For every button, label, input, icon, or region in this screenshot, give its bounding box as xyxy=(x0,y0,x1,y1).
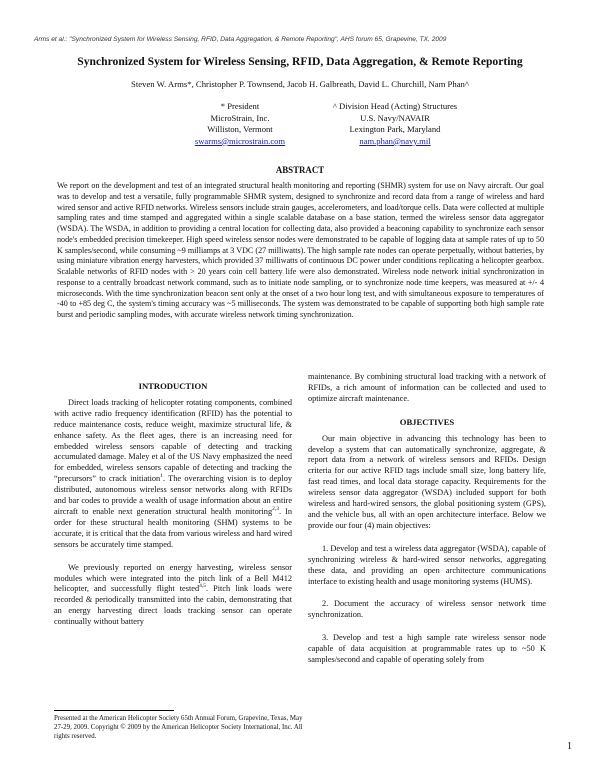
introduction-heading: INTRODUCTION xyxy=(138,381,208,391)
email-link[interactable]: nam.phan@navy.mil xyxy=(359,135,431,146)
abstract-body: We report on the development and test of an integrated structural health monitoring and reporting (SHMR) system for use on Navy aircraft. Our goal was to develop and test a versatile, fully programmable SHMR system, designed to synchronize and record data from a range of wireless and hard wired sensor and active RFID networks. Wireless sensors include strain gauges, accelerometers, and load/torque cells. Data were collected at multiple sampling rates and time stamped and aggregated within a single scalable database on a base station, termed the wireless sensor data aggregator (WSDA). The WSDA, in addition to providing a central location for collecting data, also provided a beaconing capability to synchronize each sensor node's embedded precision timekeeper. High speed wireless sensor nodes were demonstrated to be capable of logging data at sample rates of up to 50 K samples/second, while consuming ~9 milliamps at 3 VDC (27 milliwatts). The high sample rate nodes can operate perpetually, without batteries, by using miniature vibration energy harvesters, which provided 37 milliwatts of continuous DC power under conditions replicating a helicopter gearbox. Scalable networks of RFID nodes with > 20 years coin cell battery life were also demonstrated. Wireless node network initial synchronization in response to a centrally broadcast network command, such as to initiate node sampling, or to synchronize node time keepers, was measured at +/- 4 microseconds. With the time synchronization beacon sent only at the onset of a two hour long test, and with simultaneous exposure to temperatures of -40 to +85 deg C, the system's timing accuracy was ~5 milliseconds. The system was demonstrated to be capable of supporting both high sample rate burst and periodic sampling modes, with accurate wireless network timing synchronization. xyxy=(57,181,544,319)
running-header: Arms et al.: "Synchronized System for Wireless Sensing, RFID, Data Aggregation, & Remote Reporting", AHS forum 65, Grapevine, TX, 2009 xyxy=(34,36,447,43)
affiliation-right xyxy=(310,101,480,147)
affiliation-org: U.S. Navy/NAVAIR xyxy=(360,112,430,123)
introduction-paragraph: Direct loads tracking of helicopter rotating components, combined with active radio frequency identification (RFID) has the potential to reduce maintenance costs, reduce weight, maximize structural life, & enhance safety. As the fleet ages, there is an increasing need for embedded wireless sensors capable of detecting and tracking accumulated damage. Maley et al of the US Navy emphasized the need for embedded, wireless sensors capable of detecting and tracking the “precursors” to crack initiation$^1$. The overarching vision is to deploy distributed, autonomous wireless sensor networks along with RFIDs and bar codes to provide a wealth of usage information about an entire aircraft to enable next generation structural health monitoring$^{2,3}$. In order for these structural health monitoring (SHM) systems to be accurate, it is critical that the data from various wireless and hard wired sensors be accurately time stamped. xyxy=(54,397,292,549)
affiliation-location: Lexington Park, Maryland xyxy=(349,124,441,135)
introduction-continuation: maintenance. By combining structural load tracking with a network of RFIDs, a rich amount of information can be collected and used to optimize aircraft maintenance. xyxy=(308,372,546,403)
affiliation-left xyxy=(160,101,320,147)
affiliation-role: * President xyxy=(220,101,260,111)
email-link[interactable]: swarms@microstrain.com xyxy=(194,135,286,146)
footnote-divider xyxy=(54,710,174,711)
objectives-heading: OBJECTIVES xyxy=(399,416,455,427)
footnote: Presented at the American Helicopter Society 65th Annual Forum, Grapevine, Texas, May 27-29, 2009. Copyright © 2009 by the American Helicopter Society International, Inc. All rights reserved. xyxy=(54,715,303,741)
objectives-paragraph: Our main objective in advancing this technology has been to develop a system that can automatically synchronize, aggregate, & report data from a network of wireless sensors and RFIDs. Design criteria for our active RFID tags include small size, long battery life, fast read times, and local data storage capacity. Requirements for the wireless sensor data aggregator (WSDA) included support for both wireless and hard-wired sensors, the global positioning system (GPS), and the vehicle bus, all with an open architecture interface. Below we provide our four (4) main objectives: xyxy=(308,433,546,530)
paper-title: Synchronized System for Wireless Sensing, RFID, Data Aggregation, & Remote Reporting xyxy=(77,55,523,68)
abstract-heading: ABSTRACT xyxy=(275,165,325,175)
right-column xyxy=(308,372,546,678)
author-list: Steven W. Arms*, Christopher P. Townsend, Jacob H. Galbreath, David L. Churchill, Nam Phan^ xyxy=(131,79,469,89)
affiliation-org: MicroStrain, Inc. xyxy=(210,112,270,123)
introduction-paragraph: We previously reported on energy harvesting, wireless sensor modules which were integrated into the pitch link of a Bell M412 helicopter, and successfully flight tested$^{4,5}$. Pitch link loads were recorded & periodically transmitted into the cabin, demonstrating that an energy harvesting direct loads tracking sensor can operate continually without battery xyxy=(54,562,292,627)
objective-item: 3. Develop and test a high sample rate wireless sensor node capable of data acquisition at programmable rates up to ~50 K samples/second and capable of operating solely from xyxy=(308,633,546,665)
objective-item: 2. Document the accuracy of wireless sensor network time synchronization. xyxy=(308,599,546,620)
left-column xyxy=(54,381,292,640)
affiliation-location: Williston, Vermont xyxy=(207,124,273,135)
objective-item: 1. Develop and test a wireless data aggregator (WSDA), capable of synchronizing wireless & hard-wired sensor networks, aggregating these data, and providing an open architecture communications interface to existing health and usage monitoring systems (HUMS). xyxy=(308,543,546,586)
affiliation-role: ^ Division Head (Acting) Structures xyxy=(332,101,458,111)
page-number: 1 xyxy=(567,741,572,752)
